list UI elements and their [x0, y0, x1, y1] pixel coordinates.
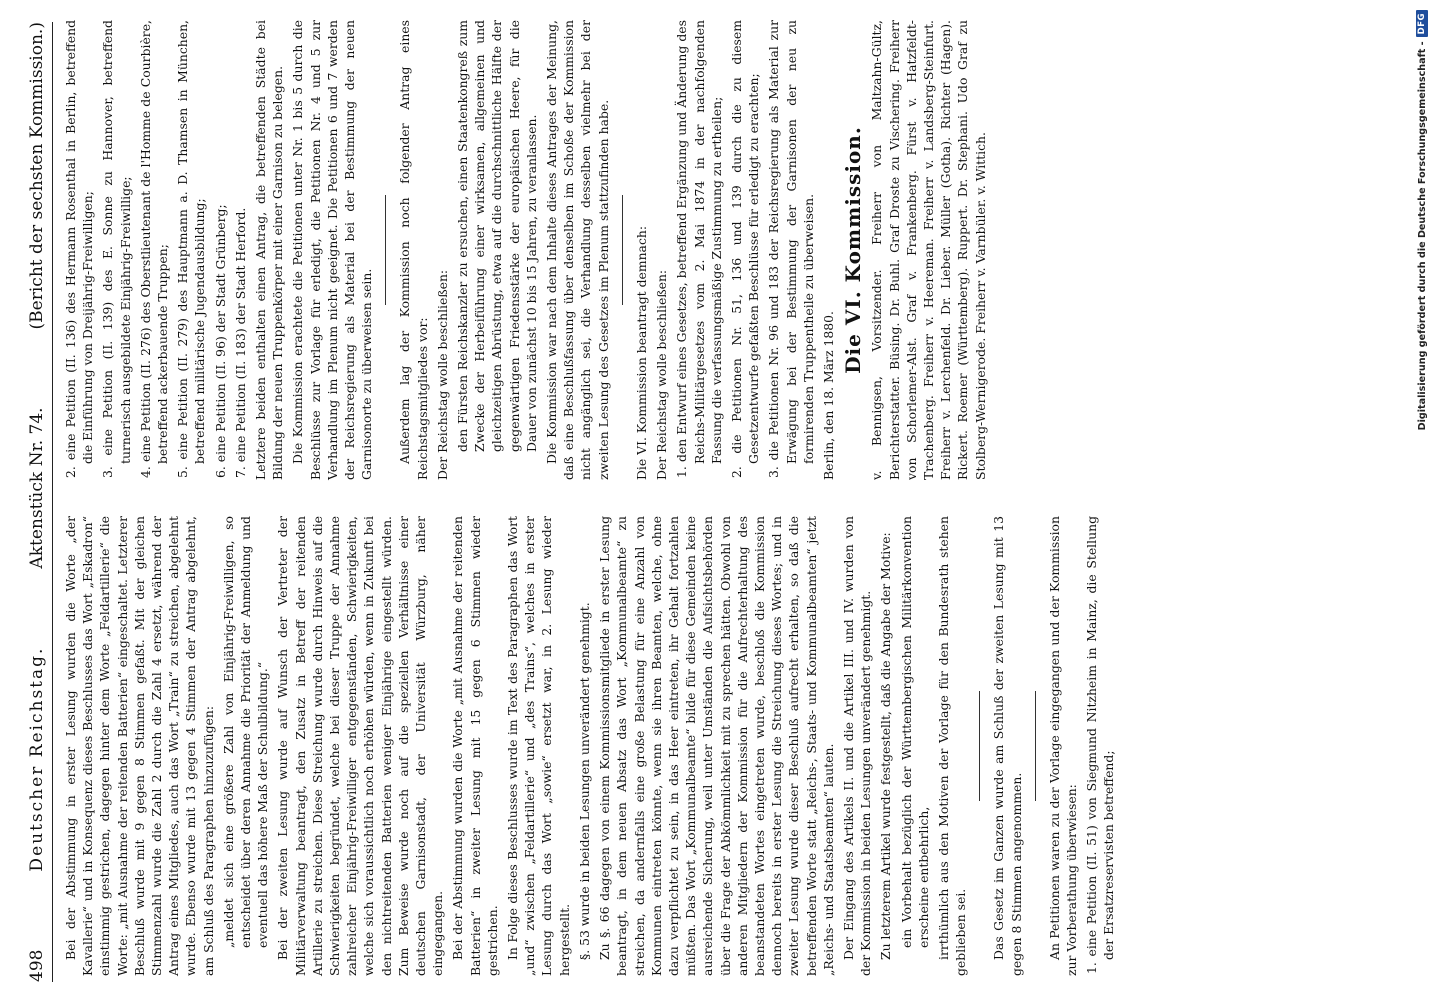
- motion-intro: Außerdem lag der Kommission noch folgender Antrag eines Reichstagsmitgliedes vor:: [397, 20, 430, 480]
- body-paragraph: irrthümlich aus den Motiven der Vorlage für den Bundesrath stehen geblieben sei.: [935, 516, 969, 976]
- section-rule: [385, 195, 386, 305]
- commission-members: v. Bennigsen, Vorsitzender. Freiherr von Maltzahn-Gültz, Berichterstatter. Büsing. Dr. Buhl. Graf Droste zu Vischering. Freiherr von Schorlemer-Alst. Graf v. Frankenberg. Fürst v. Hatzfeldt-Trachenberg. Freiherr v. Heereman. Freiherr v. Landsberg-Steinfurt. Freiherr v. Lerchenfeld. Dr. Lieber. Müller (Gotha). Richter (Hagen). Rickert. Roemer (Württemberg). Ruppert. Dr. Stephani. Udo Graf zu Stolberg-Wernigerode. Freiherr v. Varnbüler. v. Wittich.: [869, 20, 988, 480]
- body-paragraph: In Folge dieses Beschlusses wurde im Text des Paragraphen das Wort „und“ zwischen „Feldartillerie“ und „des Trains“, welches in erster Lesung durch das Wort „sowie“ ersetzt war, in 2. Lesung wieder hergestellt.: [505, 516, 572, 976]
- motion-result: Die Kommission war nach dem Inhalte dieses Antrages der Meinung, daß eine Beschlußfassung über denselben im Schoße der Kommission nicht angänglich sei, die Verhandlung desselben vielmehr bei der zweiten Lesung des Gesetzes im Plenum stattzufinden habe.: [544, 20, 611, 480]
- publication-title: Deutscher Reichstag.: [27, 646, 47, 872]
- body-paragraph: §. 53 wurde in beiden Lesungen unverändert genehmigt.: [576, 602, 592, 960]
- section-rule: [1035, 691, 1036, 801]
- petition-3: 3. eine Petition (II. 139) des E. Sonne zu Hannover, betreffend turnerisch ausgebildete Einjährig-Freiwillige;: [100, 20, 133, 478]
- body-paragraph: Bei der Abstimmung wurden die Worte „mit Ausnahme der reitenden Batterien“ in zweiter Lesung mit 15 gegen 6 Stimmen wieder gestrichen.: [450, 516, 500, 976]
- body-paragraph: Bei der zweiten Lesung wurde auf Wunsch der Vertreter der Militärverwaltung beantragt, den Zusatz in Betreff der reitenden Artillerie zu streichen. Diese Streichung wurde durch Hinweis auf die Schwierigkeiten begründet, welche bei dieser Truppe der Annahme zahlreicher Einjährig-Freiwilliger entgegenständen, Schwierigkeiten, welche sich voraussichtlich noch erhöhen würden, wenn in Zukunft bei den nichtreitenden Batterien weniger Einjährige eingestellt würden. Zum Beweise wurde noch auf die speziellen Verhältnisse einer deutschen Garnisonstadt, der Universität Würzburg, näher eingegangen.: [275, 516, 446, 976]
- page-number: 498: [27, 949, 47, 982]
- motion-lead: Der Reichstag wolle beschließen:: [434, 269, 450, 480]
- motion-body: den Fürsten Reichskanzler zu ersuchen, einen Staatenkongreß zum Zwecke der Herbeiführung einer wirksamen, allgemeinen und gleichzeitigen Abrüstung, etwa auf die durchschnittliche Hälfte der gegenwärtigen Friedensstärke der europäischen Heere, für die Dauer von zunächst 10 bis 15 Jahren, zu veranlassen.: [455, 20, 539, 452]
- body-paragraph: 1. eine Petition (II. 51) von Siegmund Nitzheim in Mainz, die Stellung der Ersatzreservisten betreffend;: [1084, 516, 1117, 974]
- date-line: Berlin, den 18. März 1880.: [820, 311, 836, 480]
- conclusion-1: 1. den Entwurf eines Gesetzes, betreffend Ergänzung und Änderung des Reichs-Militärgesetzes vom 2. Mai 1874 in der nachfolgenden Fassung die verfassungsmäßige Zustimmung zu ertheilen;: [674, 20, 724, 478]
- commission-title: Die VI. Kommission.: [841, 126, 866, 374]
- petitions-decision: Die Kommission erachtete die Petitionen unter Nr. 1 bis 5 durch die Beschlüsse zur Vorlage für erledigt, die Petitionen Nr. 4 und 5 zur Verhandlung im Plenum nicht geeignet. Die Petitionen 6 und 7 werden der Reichsregierung als Material bei der Bestimmung der neuen Garnisonorte zu überweisen sein.: [290, 20, 375, 480]
- body-paragraph: An Petitionen waren zu der Vorlage eingegangen und der Kommission zur Vorberathung überwiesen:: [1046, 516, 1079, 976]
- body-paragraph: Der Eingang des Artikels II. und die Artikel III. und IV. wurden von der Kommission in beiden Lesungen unverändert genehmigt.: [840, 516, 874, 976]
- petitions-note: Letztere beiden enthalten einen Antrag, die betreffenden Städte bei Bildung der neuen Truppenkörper mit einer Garnison zu belegen.: [253, 20, 286, 480]
- body-paragraph: Zu §. 66 dagegen von einem Kommissionsmitgliede in erster Lesung beantragt, in dem neuen Absatz das Wort „Kommunalbeamte“ zu streichen, da andernfalls eine große Belastung für eine Anzahl von Kommunen eintreten könnte, wenn sie ihren Beamten, welche, ohne dazu verpflichtet zu sein, in das Heer eintreten, ihr Gehalt fortzahlen müßten. Das Wort „Kommunalbeamte“ bilde für diese Gemeinden keine ausreichende Sicherung, weil unter Umständen die Aufsichtsbehörden über die Frage der Abkömmlichkeit mit zu sprechen hätten. Obwohl von anderen Mitgliedern der Kommission für die Aufrechterhaltung des beanstandeten Wortes eingetreten wurde, beschloß die Kommission dennoch bereits in erster Lesung die Streichung dieses Wortes; und in zweiter Lesung wurde dieser Beschluß aufrecht erhalten, so daß die betreffenden Worte statt „Reichs-, Staats- und Kommunalbeamten“ jetzt „Reichs- und Staatsbeamten“ lauten.: [597, 516, 836, 976]
- petition-5: 5. eine Petition (II. 279) des Hauptmann a. D. Thamsen in München, betreffend militärische Jugendausbildung;: [175, 20, 208, 478]
- report-label: (Bericht der sechsten Kommission.): [27, 22, 47, 330]
- conclusion-2: 2. die Petitionen Nr. 51, 136 und 139 durch die zu diesem Gesetzentwurfe gefaßten Beschlüsse für erledigt zu erachten;: [728, 20, 762, 478]
- petition-7: 7. eine Petition (II. 183) der Stadt Herford.: [232, 207, 248, 478]
- funding-note-text: Digitalisierung gefördert durch die Deutsche Forschungsgemeinschaft -: [1416, 41, 1428, 431]
- page-header: [22, 22, 53, 982]
- body-paragraph: Das Gesetz im Ganzen wurde am Schluß der zweiten Lesung mit 13 gegen 8 Stimmen angenommen.: [991, 516, 1024, 976]
- body-paragraph: Zu letzterem Artikel wurde festgestellt, daß die Angabe der Motive:: [878, 532, 894, 960]
- section-rule: [979, 691, 980, 801]
- conclusion-3: 3. die Petitionen Nr. 96 und 183 der Reichsregierung als Material zur Erwägung bei der Bestimmung der Garnisonen der neu zu formirenden Truppentheile zu überweisen.: [766, 20, 816, 478]
- section-rule: [622, 195, 623, 305]
- document-label: Aktenstück Nr. 74.: [27, 407, 47, 569]
- funding-note: [1412, 10, 1432, 1000]
- right-column: [62, 20, 992, 480]
- body-paragraph: ein Vorbehalt bezüglich der Württembergischen Militärkonvention erscheine entbehrlich,: [898, 516, 931, 948]
- petition-4: 4. eine Petition (II. 276) des Oberstlieutenant de l'Homme de Courbière, betreffend ackerbauende Truppen;: [137, 20, 171, 478]
- body-paragraph: „meldet sich eine größere Zahl von Einjährig-Freiwilligen, so entscheidet über deren Annahme die Priorität der Anmeldung und eventuell das höhere Maß der Schulbildung.“: [220, 516, 271, 948]
- conclusion-intro: Die VI. Kommission beantragt demnach:: [633, 225, 649, 480]
- petition-6: 6. eine Petition (II. 96) der Stadt Grünberg;: [212, 204, 228, 478]
- body-paragraph: Bei der Abstimmung in erster Lesung wurden die Worte „der Kavallerie“ und in Konsequenz dieses Beschlusses das Wort „Eskadron“ einstimmig gestrichen, dagegen hinter dem Worte „Feldartillerie“ die Worte: „mit Ausnahme der reitenden Batterien“ eingeschaltet. Letzterer Beschluß wurde mit 9 gegen 8 Stimmen gefaßt. Mit der gleichen Stimmenzahl wurde die Zahl 2 durch die Zahl 4 ersetzt, während der Antrag eines Mitgliedes, auch das Wort „Train“ zu streichen, abgelehnt wurde. Ebenso wurde mit 13 gegen 4 Stimmen der Antrag abgelehnt, am Schluß des Paragraphen hinzuzufügen:: [63, 516, 216, 976]
- dfg-logo: DFG: [1416, 10, 1428, 37]
- left-column: [62, 516, 1121, 976]
- petition-2: 2. eine Petition (II. 136) des Hermann Rosenthal in Berlin, betreffend die Einführung von Dreijährig-Freiwilligen;: [63, 20, 96, 478]
- conclusion-lead: Der Reichstag wolle beschließen:: [654, 269, 670, 480]
